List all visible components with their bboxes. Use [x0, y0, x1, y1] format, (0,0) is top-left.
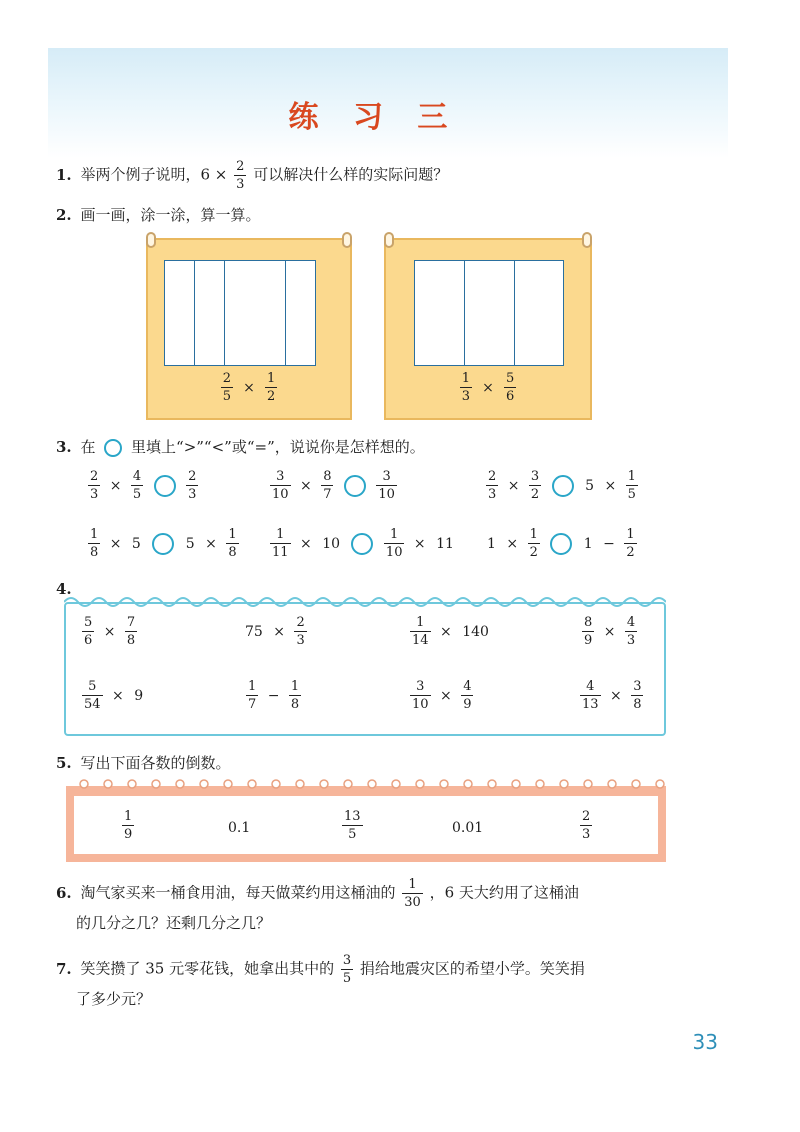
spiral-binding-decoration [66, 778, 666, 792]
question-text: 里填上“>”“<”或“=”，说说你是怎样想的。 [131, 438, 425, 456]
multiplication-expression: $\frac{1}{3}$ × $\frac{5}{6}$ [461, 371, 515, 404]
question-text: 淘气家买来一桶食用油，每天做菜约用这桶油的 [80, 883, 396, 902]
compare-circle[interactable] [154, 475, 176, 497]
reciprocal-item: $\frac{1}{9}$ [124, 809, 133, 842]
compare-item: $\frac{2}{3}$ × $\frac{3}{2}$ 5 × $\frac{1}{5}$ [488, 469, 636, 502]
question-1 [56, 160, 448, 191]
question-7-line-2: 了多少元？ [76, 990, 152, 1008]
question-6 [56, 878, 579, 909]
fraction-rectangle[interactable] [414, 260, 564, 366]
fraction-rectangle[interactable] [164, 260, 316, 366]
compare-item: $\frac{2}{3}$ × $\frac{4}{5}$ $\frac{2}{3}$ [90, 469, 197, 502]
pin-icon [582, 232, 592, 248]
question-number: 4. [56, 580, 72, 598]
compare-item: $\frac{1}{11}$ × 10 $\frac{1}{10}$ × 11 [272, 527, 454, 560]
compare-circle[interactable] [552, 475, 574, 497]
question-6-line-2: 的几分之几？还剩几分之几？ [76, 914, 272, 932]
question-text: 举两个例子说明，6 × [80, 165, 228, 184]
calc-item: $\frac{3}{10}$ × $\frac{4}{9}$ [412, 679, 472, 712]
question-text: 可以解决什么样的实际问题？ [253, 165, 449, 184]
question-3 [56, 436, 425, 458]
drawing-board-left [146, 238, 352, 420]
question-7 [56, 954, 585, 985]
calc-item: $\frac{5}{54}$ × 9 [84, 679, 144, 712]
compare-item: 1 × $\frac{1}{2}$ 1 − $\frac{1}{2}$ [487, 527, 635, 560]
page-number: 33 [692, 1030, 718, 1054]
reciprocal-item: $\frac{13}{5}$ [344, 809, 361, 842]
circle-blank-icon [104, 439, 122, 457]
calc-item: $\frac{8}{9}$ × $\frac{4}{3}$ [584, 615, 636, 648]
pin-icon [146, 232, 156, 248]
question-2 [56, 204, 260, 226]
compare-circle[interactable] [351, 533, 373, 555]
reciprocal-box [66, 786, 666, 862]
question-text: 在 [80, 438, 96, 456]
calc-item: $\frac{1}{14}$ × 140 [412, 615, 489, 648]
calc-item: $\frac{4}{13}$ × $\frac{3}{8}$ [582, 679, 642, 712]
multiplication-expression: $\frac{2}{5}$ × $\frac{1}{2}$ [222, 371, 276, 404]
reciprocal-item: 0.1 [228, 820, 251, 836]
question-number: 6. [56, 883, 72, 902]
calc-item: $\frac{5}{6}$ × $\frac{7}{8}$ [84, 615, 136, 648]
question-number: 1. [56, 165, 72, 184]
question-number: 5. [56, 754, 72, 772]
question-number: 3. [56, 438, 72, 456]
question-text: 画一画，涂一涂，算一算。 [80, 206, 261, 224]
question-number: 2. [56, 206, 72, 224]
reciprocal-item: 0.01 [452, 820, 484, 836]
compare-circle[interactable] [152, 533, 174, 555]
calculation-box [64, 602, 666, 736]
compare-circle[interactable] [344, 475, 366, 497]
page-title: 练 习 三 [288, 100, 460, 135]
question-5 [56, 752, 230, 774]
fraction: $\frac{3}{5}$ [342, 953, 352, 986]
reciprocal-item: $\frac{2}{3}$ [582, 809, 591, 842]
question-text: ，6 天大约用了这桶油 [429, 883, 579, 902]
compare-item: $\frac{1}{8}$ × 5 5 × $\frac{1}{8}$ [90, 527, 237, 560]
drawing-board-right [384, 238, 592, 420]
calc-item: $\frac{1}{7}$ − $\frac{1}{8}$ [248, 679, 300, 712]
question-text: 写出下面各数的倒数。 [80, 754, 231, 772]
compare-item: $\frac{3}{10}$ × $\frac{8}{7}$ $\frac{3}{10}$ [272, 469, 395, 502]
question-text: 捐给地震灾区的希望小学。笑笑捐 [359, 959, 585, 978]
pin-icon [342, 232, 352, 248]
fraction: $\frac{2}{3}$ [236, 159, 245, 192]
pin-icon [384, 232, 394, 248]
fraction: $\frac{1}{30}$ [404, 877, 421, 910]
compare-circle[interactable] [550, 533, 572, 555]
question-text: 笑笑攒了 35 元零花钱，她拿出其中的 [80, 959, 335, 978]
calc-item: 75 × $\frac{2}{3}$ [245, 615, 305, 648]
question-number: 7. [56, 959, 72, 978]
